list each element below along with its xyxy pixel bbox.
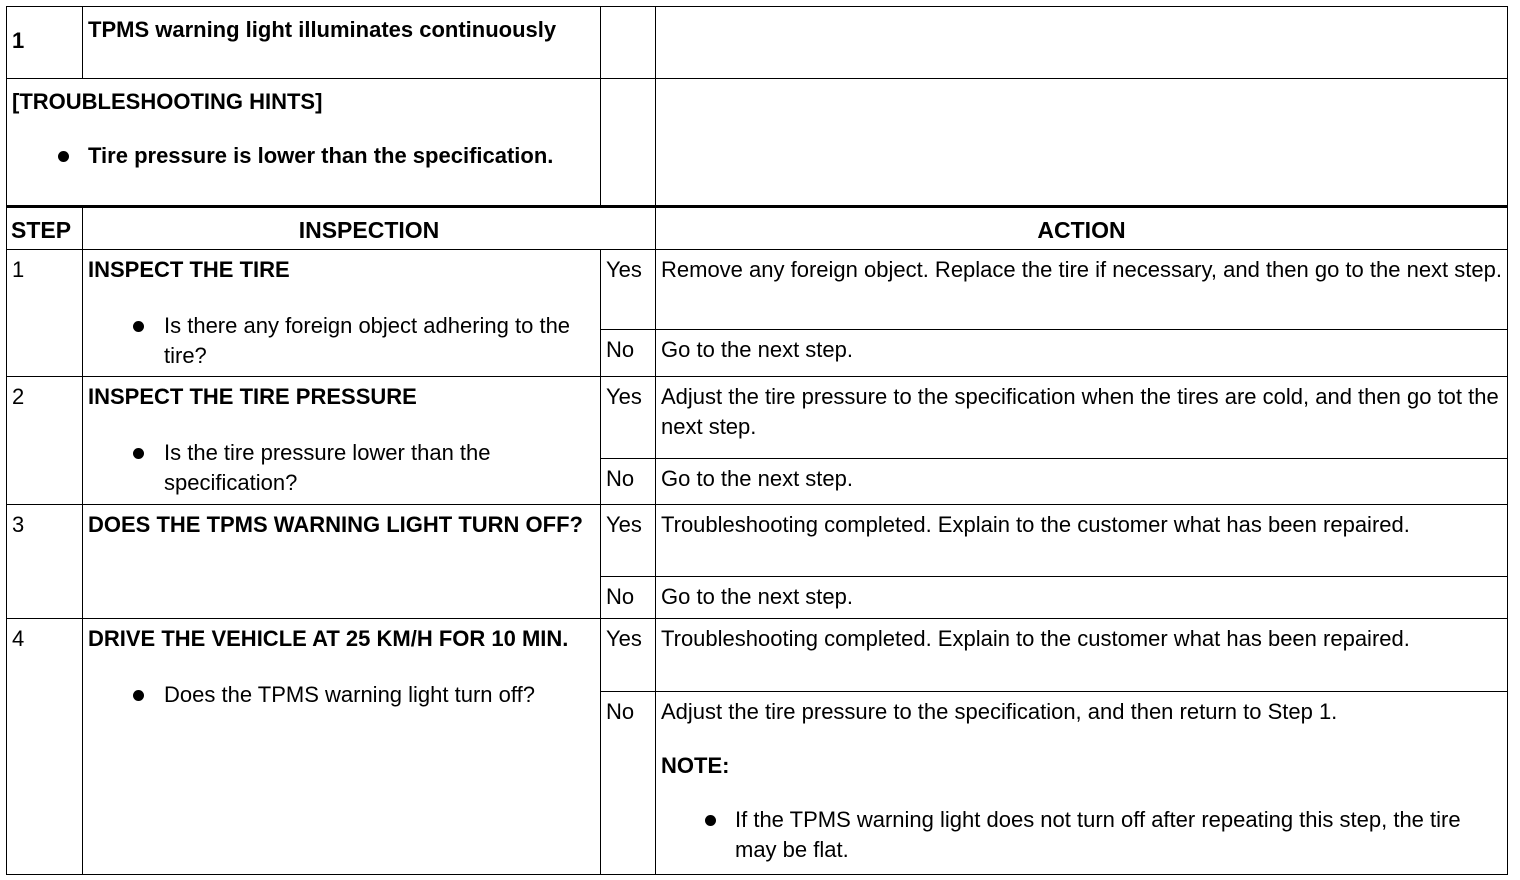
inspection-cell <box>83 504 601 618</box>
inspection-questions <box>88 438 596 498</box>
inspection-questions <box>88 311 596 371</box>
hints-row <box>7 79 1508 206</box>
inspection-cell <box>83 377 601 504</box>
bullet-icon <box>133 448 144 459</box>
yes-label: Yes <box>606 511 642 537</box>
step-number-cell <box>7 377 83 504</box>
yes-action-cell <box>656 377 1508 458</box>
no-label: No <box>606 583 635 609</box>
inspection-cell <box>83 619 601 875</box>
yes-action: Remove any foreign object. Replace the tire if necessary, and then go to the next step. <box>661 256 1502 282</box>
step-row <box>7 504 1508 576</box>
no-action-cell <box>656 458 1508 504</box>
inspection-question: Is there any foreign object adhering to the tire? <box>164 311 596 371</box>
bullet-icon <box>133 690 144 701</box>
yes-action: Troubleshooting completed. Explain to the customer what has been repaired. <box>661 626 1410 652</box>
yes-label-cell <box>601 504 656 576</box>
yes-action-cell <box>656 619 1508 692</box>
no-label-cell <box>601 576 656 618</box>
symptom-empty-cell <box>601 7 656 79</box>
inspection-title: DOES THE TPMS WARNING LIGHT TURN OFF? <box>88 511 583 537</box>
step-number-cell <box>7 249 83 376</box>
yes-action: Adjust the tire pressure to the specification when the tires are cold, and then go tot the next step. <box>661 384 1499 440</box>
symptom-title: TPMS warning light illuminates continuously <box>88 17 557 42</box>
no-action-cell <box>656 330 1508 377</box>
inspection-question: Is the tire pressure lower than the specification? <box>164 438 596 498</box>
yes-action-cell <box>656 504 1508 576</box>
no-action-cell <box>656 576 1508 618</box>
step-number: 2 <box>12 384 25 410</box>
no-action-cell <box>656 692 1508 875</box>
step-row <box>7 249 1508 329</box>
no-label: No <box>606 465 635 491</box>
hints-cell <box>7 79 601 206</box>
yes-label: Yes <box>606 256 642 282</box>
inspection-header: INSPECTION <box>298 216 440 243</box>
no-label-cell <box>601 458 656 504</box>
no-action: Go to the next step. <box>661 583 854 609</box>
troubleshooting-table <box>6 6 1508 875</box>
no-action: Adjust the tire pressure to the specification, and then return to Step 1. <box>661 699 1338 725</box>
bullet-icon <box>58 151 69 162</box>
step-row <box>7 377 1508 458</box>
no-label: No <box>606 699 635 725</box>
step-header: STEP <box>11 216 72 243</box>
no-action: Go to the next step. <box>661 337 854 363</box>
action-header-cell <box>656 206 1508 249</box>
inspection-cell <box>83 249 601 376</box>
hints-item: Tire pressure is lower than the specification. <box>88 141 596 171</box>
inspection-question: Does the TPMS warning light turn off? <box>164 680 596 710</box>
bullet-icon <box>133 321 144 332</box>
symptom-title-cell <box>83 7 601 79</box>
yes-label-cell <box>601 377 656 458</box>
hints-empty-cell <box>601 79 656 206</box>
step-number: 1 <box>12 256 25 282</box>
no-label: No <box>606 337 635 363</box>
symptom-empty-action-cell <box>656 7 1508 79</box>
step-number: 3 <box>12 511 25 537</box>
no-action: Go to the next step. <box>661 465 854 491</box>
step-number: 4 <box>12 626 25 652</box>
step-number-cell <box>7 619 83 875</box>
bullet-icon <box>705 815 716 826</box>
action-header: ACTION <box>1037 216 1126 243</box>
inspection-title: INSPECT THE TIRE <box>88 256 290 282</box>
note-list <box>661 805 1503 865</box>
note-label: NOTE: <box>661 753 730 779</box>
inspection-title: DRIVE THE VEHICLE AT 25 KM/H FOR 10 MIN. <box>88 626 569 652</box>
yes-label: Yes <box>606 384 642 410</box>
step-row <box>7 619 1508 692</box>
yes-label-cell <box>601 249 656 329</box>
symptom-number: 1 <box>12 28 25 53</box>
no-label-cell <box>601 330 656 377</box>
hints-heading: [TROUBLESHOOTING HINTS] <box>12 89 323 115</box>
symptom-row <box>7 7 1508 79</box>
note-item: If the TPMS warning light does not turn off after repeating this step, the tire may be flat. <box>735 805 1503 865</box>
yes-label-cell <box>601 619 656 692</box>
step-header-cell <box>7 206 83 249</box>
yes-action-cell <box>656 249 1508 329</box>
inspection-title: INSPECT THE TIRE PRESSURE <box>88 384 417 410</box>
no-label-cell <box>601 692 656 875</box>
yes-label: Yes <box>606 626 642 652</box>
inspection-questions <box>88 680 596 710</box>
step-number-cell <box>7 504 83 618</box>
inspection-header-cell <box>83 206 656 249</box>
symptom-number-cell <box>7 7 83 79</box>
hints-empty-action-cell <box>656 79 1508 206</box>
yes-action: Troubleshooting completed. Explain to the customer what has been repaired. <box>661 511 1410 537</box>
column-header-row <box>7 206 1508 249</box>
hints-list <box>12 141 596 171</box>
